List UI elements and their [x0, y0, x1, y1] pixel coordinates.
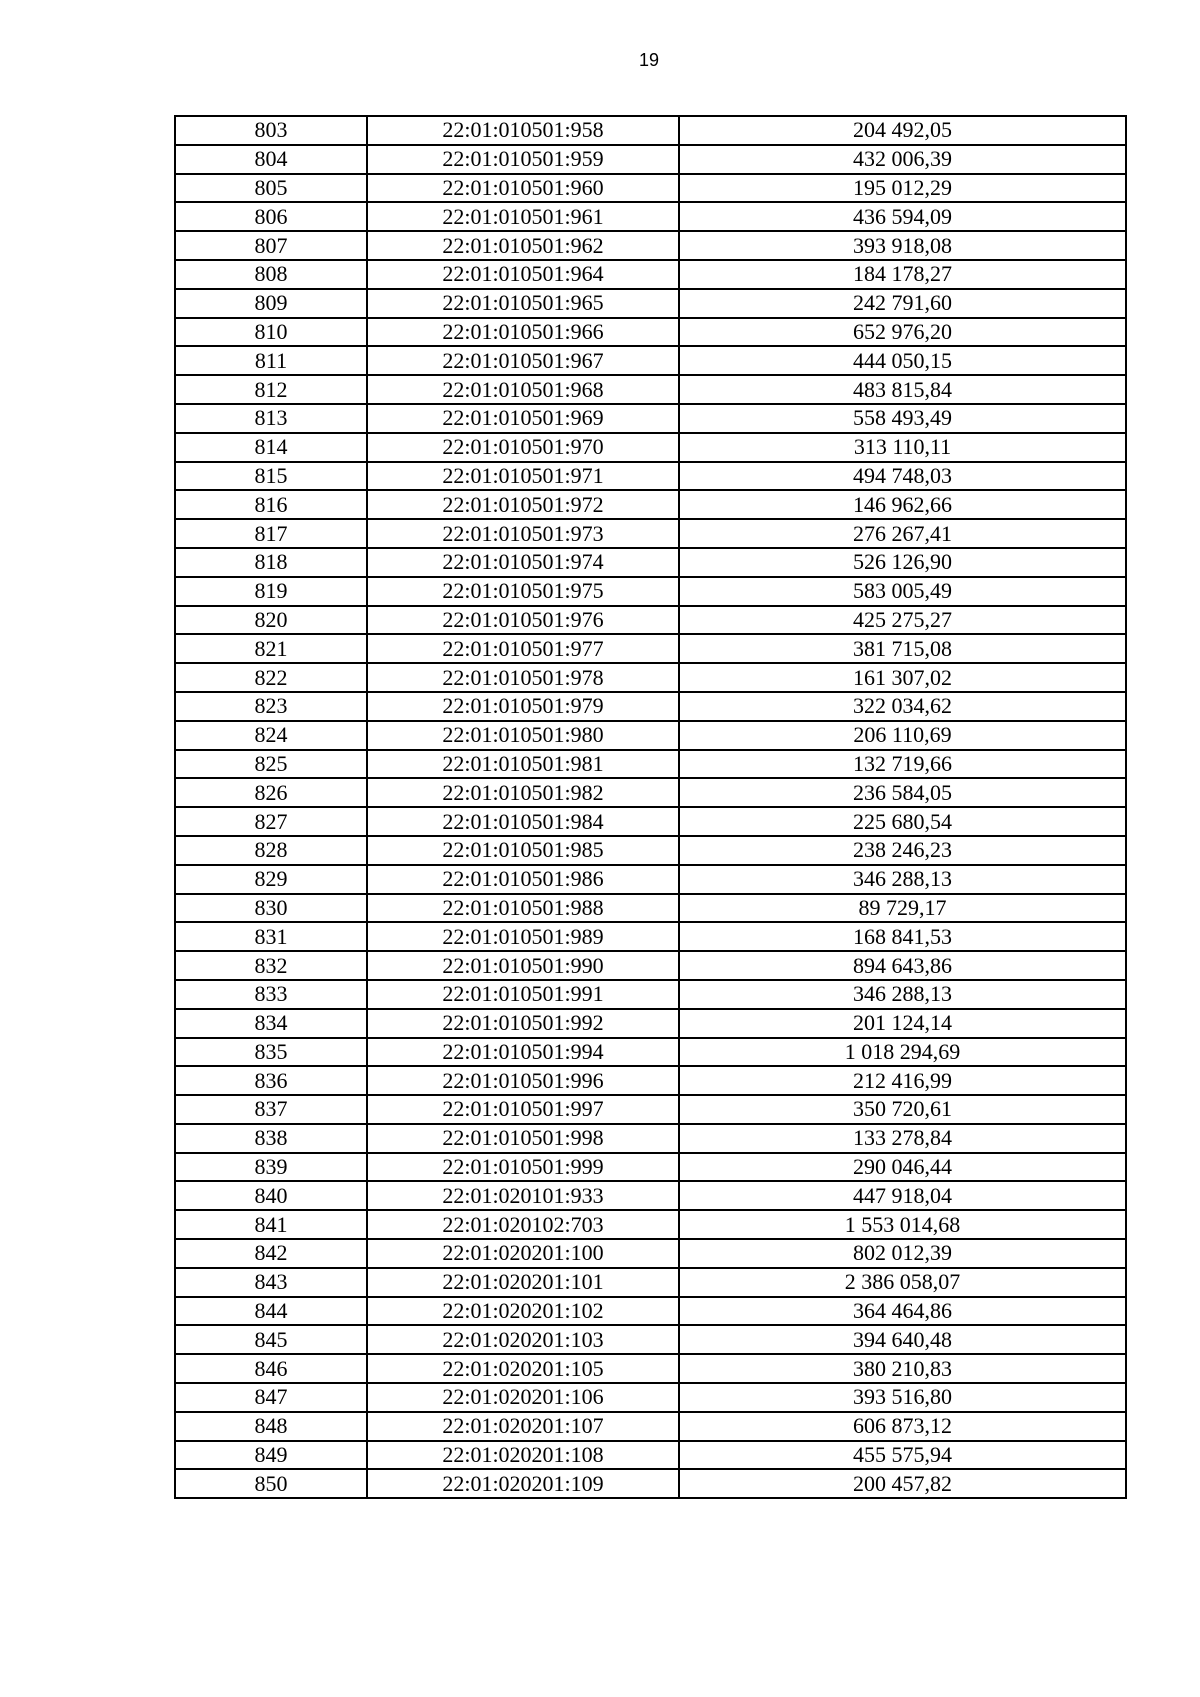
row-number-cell: 821	[175, 634, 367, 663]
value-cell: 364 464,86	[679, 1297, 1126, 1326]
row-number-cell: 847	[175, 1383, 367, 1412]
value-cell: 132 719,66	[679, 750, 1126, 779]
value-cell: 447 918,04	[679, 1181, 1126, 1210]
table-row	[175, 260, 1126, 289]
table-row	[175, 807, 1126, 836]
row-number-cell: 820	[175, 606, 367, 635]
cadastral-number-cell: 22:01:010501:992	[367, 1009, 679, 1038]
row-number-cell: 814	[175, 433, 367, 462]
value-cell: 393 516,80	[679, 1383, 1126, 1412]
row-number-cell: 838	[175, 1124, 367, 1153]
table-row	[175, 318, 1126, 347]
cadastral-number-cell: 22:01:020201:101	[367, 1268, 679, 1297]
row-number-cell: 819	[175, 577, 367, 606]
table-row	[175, 548, 1126, 577]
row-number-cell: 840	[175, 1181, 367, 1210]
table-row	[175, 577, 1126, 606]
cadastral-number-cell: 22:01:010501:988	[367, 894, 679, 923]
table-row	[175, 1441, 1126, 1470]
table-row	[175, 634, 1126, 663]
value-cell: 146 962,66	[679, 490, 1126, 519]
row-number-cell: 806	[175, 202, 367, 231]
table-row	[175, 721, 1126, 750]
cadastral-number-cell: 22:01:010501:964	[367, 260, 679, 289]
row-number-cell: 837	[175, 1095, 367, 1124]
table-row	[175, 1181, 1126, 1210]
cadastral-number-cell: 22:01:010501:986	[367, 865, 679, 894]
table-row	[175, 1239, 1126, 1268]
table-row	[175, 202, 1126, 231]
table-row	[175, 836, 1126, 865]
table-row	[175, 1469, 1126, 1498]
cadastral-number-cell: 22:01:010501:976	[367, 606, 679, 635]
row-number-cell: 835	[175, 1038, 367, 1067]
cadastral-number-cell: 22:01:020201:108	[367, 1441, 679, 1470]
table-row	[175, 490, 1126, 519]
cadastral-number-cell: 22:01:010501:981	[367, 750, 679, 779]
value-cell: 583 005,49	[679, 577, 1126, 606]
table-row	[175, 433, 1126, 462]
row-number-cell: 827	[175, 807, 367, 836]
table-row	[175, 606, 1126, 635]
row-number-cell: 812	[175, 375, 367, 404]
cadastral-number-cell: 22:01:010501:999	[367, 1153, 679, 1182]
value-cell: 206 110,69	[679, 721, 1126, 750]
cadastral-number-cell: 22:01:010501:985	[367, 836, 679, 865]
data-table-container	[174, 115, 1127, 1499]
value-cell: 894 643,86	[679, 951, 1126, 980]
table-row	[175, 1325, 1126, 1354]
value-cell: 168 841,53	[679, 922, 1126, 951]
row-number-cell: 804	[175, 145, 367, 174]
cadastral-number-cell: 22:01:010501:965	[367, 289, 679, 318]
row-number-cell: 813	[175, 404, 367, 433]
row-number-cell: 803	[175, 116, 367, 145]
cadastral-number-cell: 22:01:010501:996	[367, 1066, 679, 1095]
table-row	[175, 231, 1126, 260]
value-cell: 802 012,39	[679, 1239, 1126, 1268]
row-number-cell: 829	[175, 865, 367, 894]
table-row	[175, 174, 1126, 203]
row-number-cell: 834	[175, 1009, 367, 1038]
row-number-cell: 810	[175, 318, 367, 347]
row-number-cell: 841	[175, 1210, 367, 1239]
row-number-cell: 823	[175, 692, 367, 721]
table-row	[175, 1268, 1126, 1297]
value-cell: 322 034,62	[679, 692, 1126, 721]
cadastral-number-cell: 22:01:010501:977	[367, 634, 679, 663]
value-cell: 184 178,27	[679, 260, 1126, 289]
table-row	[175, 1354, 1126, 1383]
value-cell: 526 126,90	[679, 548, 1126, 577]
table-row	[175, 346, 1126, 375]
table-row	[175, 1383, 1126, 1412]
value-cell: 381 715,08	[679, 634, 1126, 663]
value-cell: 494 748,03	[679, 462, 1126, 491]
table-row	[175, 951, 1126, 980]
row-number-cell: 807	[175, 231, 367, 260]
cadastral-number-cell: 22:01:010501:969	[367, 404, 679, 433]
cadastral-number-cell: 22:01:020201:102	[367, 1297, 679, 1326]
page-number: 19	[638, 50, 660, 70]
table-row	[175, 404, 1126, 433]
value-cell: 276 267,41	[679, 519, 1126, 548]
value-cell: 238 246,23	[679, 836, 1126, 865]
value-cell: 161 307,02	[679, 663, 1126, 692]
table-row	[175, 894, 1126, 923]
table-row	[175, 1297, 1126, 1326]
table-row	[175, 1066, 1126, 1095]
cadastral-number-cell: 22:01:010501:966	[367, 318, 679, 347]
cadastral-number-cell: 22:01:010501:974	[367, 548, 679, 577]
table-row	[175, 1124, 1126, 1153]
value-cell: 212 416,99	[679, 1066, 1126, 1095]
value-cell: 313 110,11	[679, 433, 1126, 462]
cadastral-number-cell: 22:01:020201:105	[367, 1354, 679, 1383]
row-number-cell: 808	[175, 260, 367, 289]
cadastral-number-cell: 22:01:010501:978	[367, 663, 679, 692]
cadastral-number-cell: 22:01:010501:973	[367, 519, 679, 548]
value-cell: 436 594,09	[679, 202, 1126, 231]
row-number-cell: 818	[175, 548, 367, 577]
value-cell: 558 493,49	[679, 404, 1126, 433]
row-number-cell: 844	[175, 1297, 367, 1326]
table-row	[175, 1412, 1126, 1441]
row-number-cell: 831	[175, 922, 367, 951]
table-row	[175, 462, 1126, 491]
table-row	[175, 778, 1126, 807]
row-number-cell: 815	[175, 462, 367, 491]
row-number-cell: 828	[175, 836, 367, 865]
row-number-cell: 846	[175, 1354, 367, 1383]
value-cell: 242 791,60	[679, 289, 1126, 318]
cadastral-number-cell: 22:01:010501:979	[367, 692, 679, 721]
value-cell: 200 457,82	[679, 1469, 1126, 1498]
value-cell: 483 815,84	[679, 375, 1126, 404]
cadastral-number-cell: 22:01:010501:998	[367, 1124, 679, 1153]
table-row	[175, 519, 1126, 548]
value-cell: 236 584,05	[679, 778, 1126, 807]
cadastral-number-cell: 22:01:010501:962	[367, 231, 679, 260]
cadastral-number-cell: 22:01:020102:703	[367, 1210, 679, 1239]
row-number-cell: 845	[175, 1325, 367, 1354]
row-number-cell: 836	[175, 1066, 367, 1095]
cadastral-number-cell: 22:01:010501:975	[367, 577, 679, 606]
table-row	[175, 1095, 1126, 1124]
table-row	[175, 116, 1126, 145]
value-cell: 606 873,12	[679, 1412, 1126, 1441]
value-cell: 2 386 058,07	[679, 1268, 1126, 1297]
cadastral-number-cell: 22:01:010501:967	[367, 346, 679, 375]
row-number-cell: 809	[175, 289, 367, 318]
cadastral-number-cell: 22:01:010501:982	[367, 778, 679, 807]
value-cell: 1 018 294,69	[679, 1038, 1126, 1067]
value-cell: 425 275,27	[679, 606, 1126, 635]
value-cell: 346 288,13	[679, 980, 1126, 1009]
cadastral-number-cell: 22:01:010501:989	[367, 922, 679, 951]
value-cell: 204 492,05	[679, 116, 1126, 145]
value-cell: 394 640,48	[679, 1325, 1126, 1354]
cadastral-value-table	[174, 115, 1127, 1499]
table-row	[175, 289, 1126, 318]
cadastral-number-cell: 22:01:010501:972	[367, 490, 679, 519]
value-cell: 350 720,61	[679, 1095, 1126, 1124]
value-cell: 133 278,84	[679, 1124, 1126, 1153]
cadastral-number-cell: 22:01:010501:980	[367, 721, 679, 750]
cadastral-number-cell: 22:01:010501:990	[367, 951, 679, 980]
value-cell: 290 046,44	[679, 1153, 1126, 1182]
table-row	[175, 1153, 1126, 1182]
value-cell: 444 050,15	[679, 346, 1126, 375]
cadastral-number-cell: 22:01:020201:100	[367, 1239, 679, 1268]
row-number-cell: 825	[175, 750, 367, 779]
row-number-cell: 817	[175, 519, 367, 548]
value-cell: 225 680,54	[679, 807, 1126, 836]
row-number-cell: 833	[175, 980, 367, 1009]
cadastral-number-cell: 22:01:010501:984	[367, 807, 679, 836]
row-number-cell: 843	[175, 1268, 367, 1297]
table-body	[175, 116, 1126, 1498]
cadastral-number-cell: 22:01:020101:933	[367, 1181, 679, 1210]
table-row	[175, 663, 1126, 692]
value-cell: 346 288,13	[679, 865, 1126, 894]
cadastral-number-cell: 22:01:010501:959	[367, 145, 679, 174]
row-number-cell: 848	[175, 1412, 367, 1441]
cadastral-number-cell: 22:01:010501:991	[367, 980, 679, 1009]
value-cell: 1 553 014,68	[679, 1210, 1126, 1239]
table-row	[175, 1210, 1126, 1239]
cadastral-number-cell: 22:01:020201:107	[367, 1412, 679, 1441]
cadastral-number-cell: 22:01:010501:961	[367, 202, 679, 231]
value-cell: 89 729,17	[679, 894, 1126, 923]
table-row	[175, 750, 1126, 779]
cadastral-number-cell: 22:01:010501:960	[367, 174, 679, 203]
value-cell: 455 575,94	[679, 1441, 1126, 1470]
row-number-cell: 816	[175, 490, 367, 519]
table-row	[175, 145, 1126, 174]
row-number-cell: 805	[175, 174, 367, 203]
cadastral-number-cell: 22:01:020201:109	[367, 1469, 679, 1498]
table-row	[175, 1038, 1126, 1067]
row-number-cell: 830	[175, 894, 367, 923]
value-cell: 201 124,14	[679, 1009, 1126, 1038]
cadastral-number-cell: 22:01:020201:103	[367, 1325, 679, 1354]
row-number-cell: 832	[175, 951, 367, 980]
row-number-cell: 822	[175, 663, 367, 692]
row-number-cell: 811	[175, 346, 367, 375]
table-row	[175, 1009, 1126, 1038]
table-row	[175, 922, 1126, 951]
row-number-cell: 842	[175, 1239, 367, 1268]
cadastral-number-cell: 22:01:010501:997	[367, 1095, 679, 1124]
table-row	[175, 865, 1126, 894]
table-row	[175, 375, 1126, 404]
cadastral-number-cell: 22:01:010501:970	[367, 433, 679, 462]
table-row	[175, 692, 1126, 721]
row-number-cell: 824	[175, 721, 367, 750]
row-number-cell: 826	[175, 778, 367, 807]
value-cell: 432 006,39	[679, 145, 1126, 174]
cadastral-number-cell: 22:01:020201:106	[367, 1383, 679, 1412]
row-number-cell: 839	[175, 1153, 367, 1182]
value-cell: 393 918,08	[679, 231, 1126, 260]
cadastral-number-cell: 22:01:010501:971	[367, 462, 679, 491]
row-number-cell: 850	[175, 1469, 367, 1498]
row-number-cell: 849	[175, 1441, 367, 1470]
cadastral-number-cell: 22:01:010501:958	[367, 116, 679, 145]
value-cell: 380 210,83	[679, 1354, 1126, 1383]
value-cell: 652 976,20	[679, 318, 1126, 347]
table-row	[175, 980, 1126, 1009]
cadastral-number-cell: 22:01:010501:994	[367, 1038, 679, 1067]
value-cell: 195 012,29	[679, 174, 1126, 203]
cadastral-number-cell: 22:01:010501:968	[367, 375, 679, 404]
